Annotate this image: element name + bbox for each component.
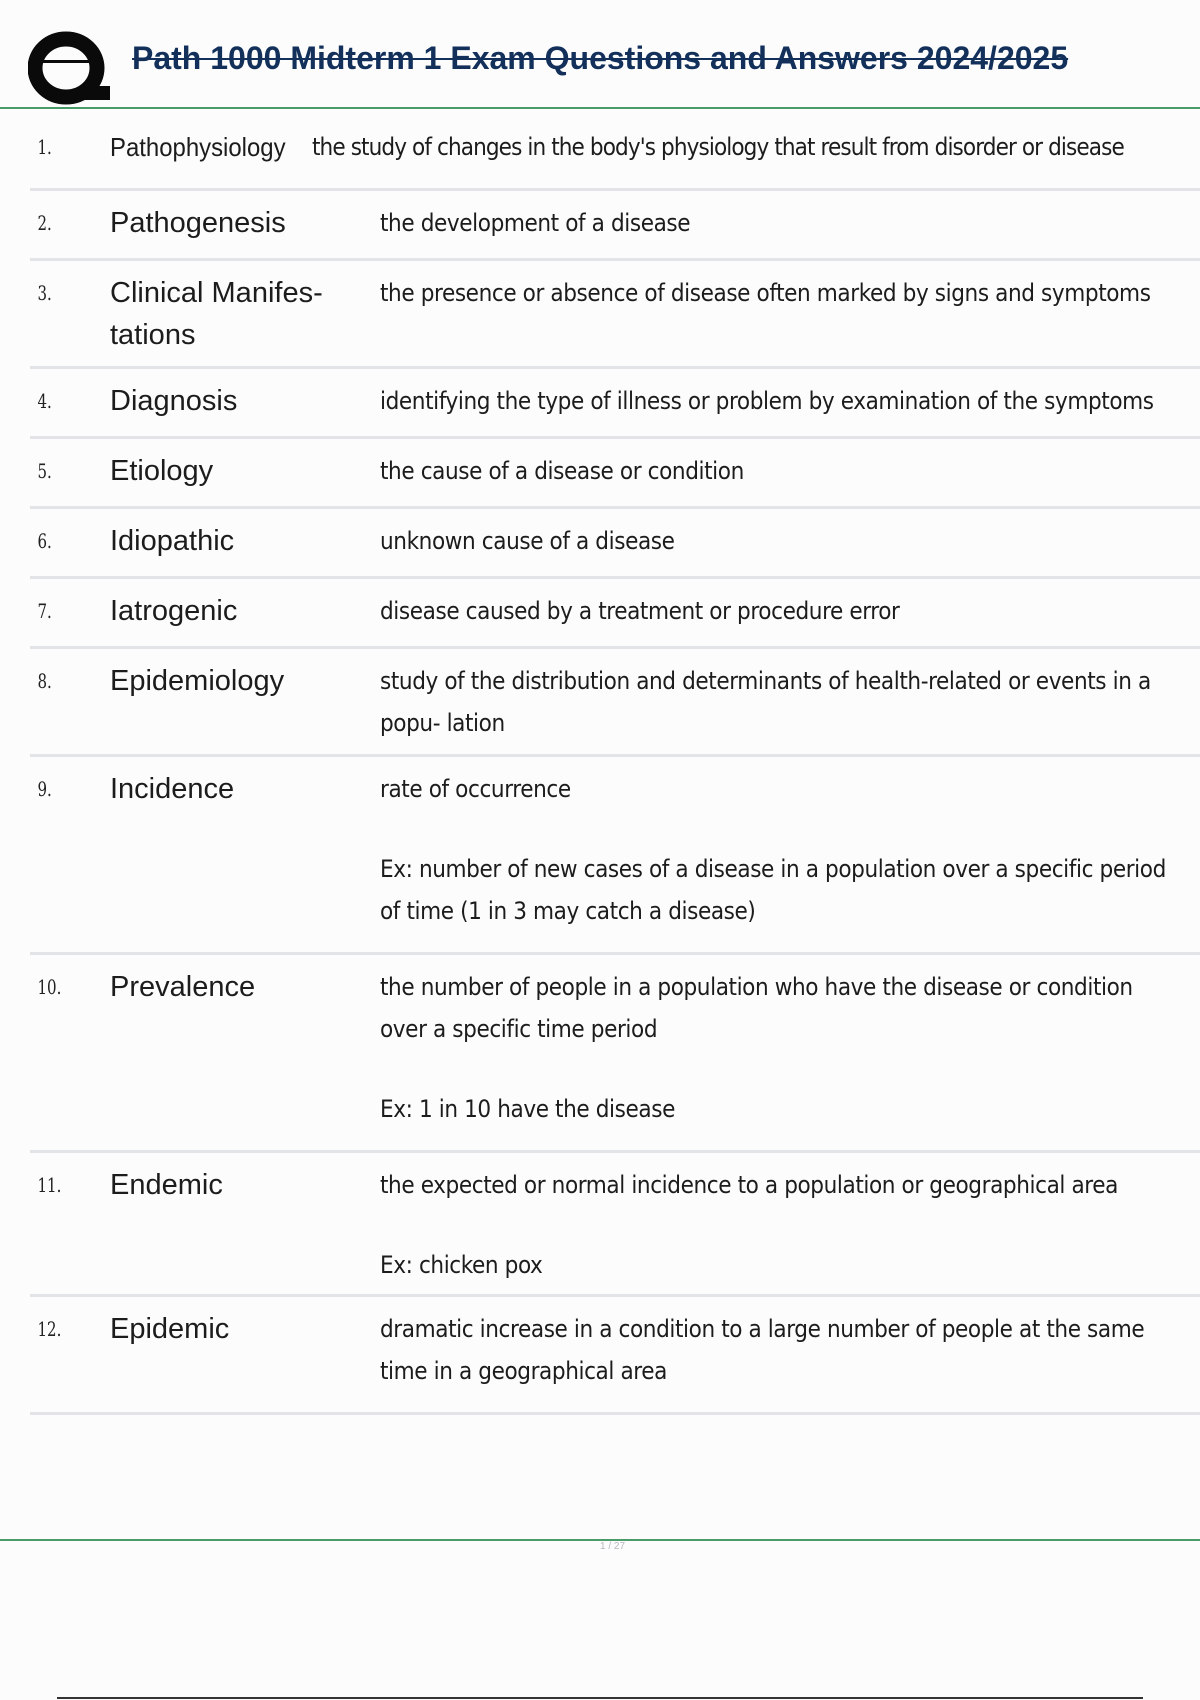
- term-label: Pathogenesis: [110, 207, 286, 239]
- term-label: Endemic: [110, 1169, 223, 1201]
- row-number: 4.: [37, 389, 52, 413]
- definition: [380, 966, 1200, 1130]
- definition-paragraph: dramatic increase in a condition to a large number of people at the same time in a geographical area: [380, 1315, 1145, 1385]
- q-logo-icon: [28, 28, 112, 112]
- definition: [380, 1164, 1200, 1286]
- definition-paragraph: study of the distribution and determinants of health-related or events in a popu- lation: [380, 667, 1151, 737]
- definition: [380, 590, 1200, 632]
- row-number: 1.: [37, 135, 52, 159]
- definition: [380, 1308, 1200, 1392]
- definition-paragraph: the cause of a disease or condition: [380, 457, 744, 485]
- table-row: [30, 261, 1200, 369]
- definition: [380, 660, 1200, 744]
- table-row: [30, 369, 1200, 439]
- terms-table: [30, 115, 1200, 1415]
- table-row: [30, 1297, 1200, 1415]
- definition: [380, 450, 1200, 492]
- row-number: 2.: [37, 211, 52, 235]
- term-label: Idiopathic: [110, 525, 235, 557]
- table-row: [30, 649, 1200, 757]
- row-number: 8.: [37, 669, 52, 693]
- term-label: Etiology: [110, 455, 214, 487]
- definition-paragraph: rate of occurrence: [380, 775, 571, 803]
- bottom-divider: [57, 1697, 1143, 1699]
- row-number: 7.: [37, 599, 52, 623]
- definition-paragraph: the expected or normal incidence to a population or geographical area: [380, 1171, 1118, 1199]
- definition: [380, 272, 1200, 314]
- term-label: Epidemic: [110, 1313, 230, 1345]
- definition-paragraph: the study of changes in the body's physiology that result from disorder or disease: [312, 133, 1124, 161]
- definition: [312, 126, 1200, 168]
- row-number: 6.: [37, 529, 52, 553]
- definition-paragraph: the number of people in a population who have the disease or condition over a specific time period: [380, 973, 1133, 1043]
- definition-paragraph: Ex: 1 in 10 have the disease: [380, 1095, 675, 1123]
- term-label: Pathophysiology: [110, 132, 286, 162]
- term-label: Prevalence: [110, 971, 256, 1003]
- header-divider: [0, 107, 1200, 109]
- document-title: Path 1000 Midterm 1 Exam Questions and Answers 2024/2025: [132, 40, 1069, 76]
- table-row: [30, 191, 1200, 261]
- row-number: 5.: [37, 459, 52, 483]
- table-row: [30, 757, 1200, 955]
- definition-paragraph: identifying the type of illness or problem by examination of the symptoms: [380, 387, 1154, 415]
- term-label: Iatrogenic: [110, 595, 238, 627]
- definition: [380, 768, 1200, 932]
- table-row: [30, 115, 1200, 191]
- term-label: Diagnosis: [110, 385, 238, 417]
- definition: [380, 520, 1200, 562]
- table-row: [30, 579, 1200, 649]
- term-label: Epidemiology: [110, 665, 285, 697]
- table-row: [30, 955, 1200, 1153]
- row-number: 12.: [37, 1317, 62, 1341]
- definition-paragraph: the development of a disease: [380, 209, 691, 237]
- term-label: Incidence: [110, 773, 235, 805]
- definition-paragraph: Ex: number of new cases of a disease in a population over a specific period of time (1 in 3 may catch a disease): [380, 855, 1166, 925]
- term-label: Clinical Manifes- tations: [110, 277, 323, 351]
- table-row: [30, 509, 1200, 579]
- table-row: [30, 439, 1200, 509]
- definition-paragraph: the presence or absence of disease often marked by signs and symptoms: [380, 279, 1151, 307]
- row-number: 9.: [37, 777, 52, 801]
- definition-paragraph: Ex: chicken pox: [380, 1251, 543, 1279]
- page-number: 1 / 27: [600, 1541, 626, 1552]
- row-number: 3.: [37, 281, 52, 305]
- definition-paragraph: disease caused by a treatment or procedure error: [380, 597, 900, 625]
- table-row: [30, 1153, 1200, 1297]
- definition-paragraph: unknown cause of a disease: [380, 527, 675, 555]
- row-number: 10.: [37, 975, 62, 999]
- definition: [380, 380, 1200, 422]
- row-number: 11.: [37, 1173, 62, 1197]
- definition: [380, 202, 1200, 244]
